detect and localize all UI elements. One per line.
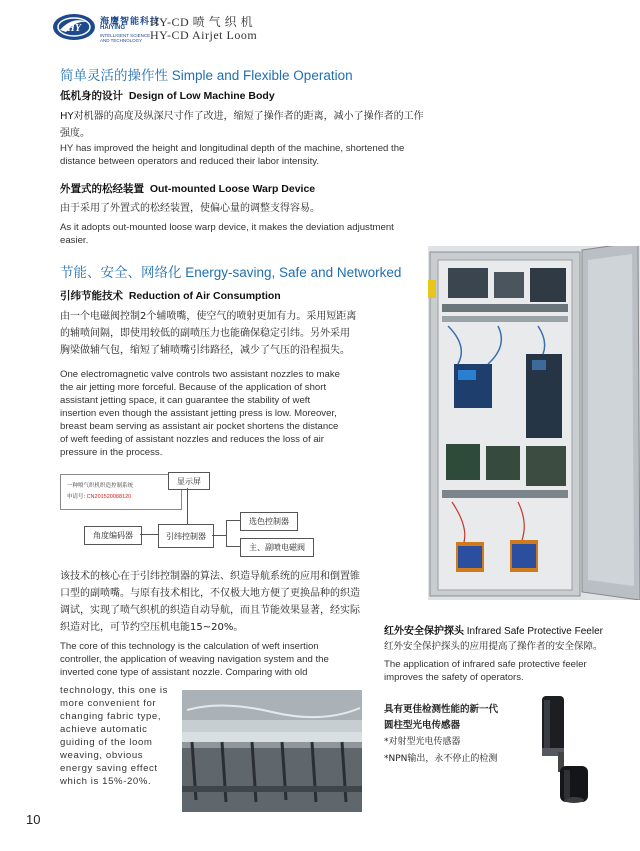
text-line: 调试，实现了喷气织机的织造自动导航，而且节能效果显著，经实际 — [60, 605, 360, 616]
text-line: insertion even though the assistant jetting press is low. Moreover, — [60, 408, 337, 419]
connector-line — [212, 535, 226, 536]
text-line: technology, this one is — [60, 685, 169, 696]
company-subtitle-line1: INTELLIGENT SCIENCE — [100, 33, 151, 38]
text-line: 胸梁做辅气包，缩短了辅喷嘴引纬路径，减少了气压的沿程损失。 — [60, 345, 350, 356]
text-line: 织造对比，可节约空压机电能15~20%。 — [60, 622, 244, 633]
svg-text:HY: HY — [67, 23, 81, 34]
header-title-cn: HY-CD 喷 气 织 机 — [150, 15, 254, 29]
text-line: changing fabric type, — [60, 711, 162, 722]
text-line: One electromagnetic valve controls two assistant nozzles to make — [60, 369, 340, 380]
patent-number-row — [67, 492, 181, 500]
subsection-title-en: Reduction of Air Consumption — [128, 290, 281, 302]
company-subtitle-line2: AND TECHNOLOGY — [100, 38, 143, 43]
patent-title: 一种喷气织机织造控制系统 — [67, 483, 134, 489]
subsection-title-en: Design of Low Machine Body — [128, 90, 275, 102]
color-selector-box: 选色控制器 — [240, 512, 298, 531]
text-line: the air jetting more forceful. Because of the application of short — [60, 382, 327, 393]
text-line: HY has improved the height and longitudinal depth of the machine, shortened the — [60, 143, 405, 154]
text-line: The application of infrared safe protective feeler — [384, 659, 587, 670]
text-line: more convenient for — [60, 698, 157, 709]
connector-line — [226, 520, 227, 547]
feeler-title-cn: 红外安全保护探头 — [384, 626, 464, 637]
section-title-operation: 简单灵活的操作性 Simple and Flexible Operation — [60, 68, 353, 83]
company-name-cn: 海鹰智能科技 — [100, 16, 161, 26]
text-line: guiding of the loom — [60, 737, 153, 748]
core-technology-en-text — [60, 640, 360, 679]
patent-number: CN201520088120 — [86, 494, 132, 500]
text-line: inverted cone type of assistant nozzle. Comparing with old — [60, 667, 308, 678]
loose-warp-cn-text: 由于采用了外置式的松经装置，使偏心量的调整支得容易。 — [60, 203, 320, 214]
subsection-title-air-consumption — [60, 288, 281, 303]
text-line: 的辅喷间隔，即使用较低的副喷压力也能确保稳定引纬。另外采用 — [60, 328, 350, 339]
patent-number-label: 申请号: — [67, 494, 86, 500]
text-line: 该技术的核心在于引纬控制器的算法、织造导航系统的应用和倒置锥 — [60, 571, 360, 582]
section-title-energy-saving: 节能、安全、网络化 Energy-saving, Safe and Networked — [60, 265, 402, 280]
text-line: improves the safety of operators. — [384, 672, 524, 683]
sensor-bullets — [384, 734, 497, 768]
text-line: 具有更佳检测性能的新一代 — [384, 704, 499, 715]
subsection-title-cn: 低机身的设计 — [60, 90, 123, 102]
encoder-box: 角度编码器 — [84, 526, 142, 545]
loom-nozzle-photo — [182, 690, 362, 812]
control-cabinet-photo — [428, 246, 640, 600]
text-line: 强度。 — [60, 128, 90, 139]
text-line: 圆柱型光电传感器 — [384, 720, 461, 731]
weft-controller-box: 引纬控制器 — [158, 524, 214, 548]
text-line: distance between operators and reduced their labor intensity. — [60, 156, 320, 167]
sensor-bullet: *NPN输出，永不停止的检测 — [384, 754, 498, 764]
text-line: which is 15%-20%. — [60, 776, 152, 787]
text-line: breast beam serving as assistant air pocket shortens the distance — [60, 421, 339, 432]
connector-line — [187, 488, 188, 524]
text-line: As it adopts out-mounted loose warp device, it makes the deviation adjustment — [60, 222, 394, 233]
feeler-title-en: Infrared Safe Protective Feeler — [466, 626, 603, 637]
text-line: achieve automatic — [60, 724, 148, 735]
display-box: 显示屏 — [168, 472, 210, 490]
text-line: controller, the application of weaving navigation system and the — [60, 654, 329, 665]
sensor-title — [384, 702, 498, 734]
low-body-en-text — [60, 142, 440, 168]
company-subtitle — [100, 33, 150, 43]
page-number: 10 — [26, 812, 41, 827]
subsection-title-loose-warp — [60, 181, 315, 196]
subsection-title-cn: 引纬节能技术 — [60, 290, 123, 302]
text-line: pressure in the process. — [60, 447, 163, 458]
low-body-cn-text — [60, 108, 440, 142]
subsection-title-en: Out-mounted Loose Warp Device — [149, 183, 316, 195]
company-name-en: HAIYING — [100, 25, 126, 31]
cylindrical-sensor-photo — [528, 696, 604, 804]
feeler-en-text — [384, 658, 634, 684]
text-line: assistant jetting space, it can guarantee the stability of weft — [60, 395, 311, 406]
feeler-title — [384, 622, 603, 637]
text-line: 由一个电磁阀控制2个辅喷嘴，使空气的喷射更加有力。采用短距离 — [60, 311, 357, 322]
subsection-title-cn: 外置式的松经装置 — [60, 183, 144, 195]
subsection-title-low-body — [60, 88, 275, 103]
connector-line — [140, 534, 158, 535]
text-line: of weft feeding of assistant nozzles and reduces the loss of air — [60, 434, 324, 445]
core-technology-en-text-narrow — [60, 684, 172, 788]
patent-certificate — [60, 474, 182, 510]
company-logo — [52, 12, 96, 42]
sensor-bullet: *对射型光电传感器 — [384, 737, 461, 747]
air-consumption-cn-text — [60, 308, 430, 359]
feeler-cn-text: 红外安全保护探头的应用提高了操作者的安全保障。 — [384, 641, 603, 652]
text-line: The core of this technology is the calculation of weft insertion — [60, 641, 319, 652]
loose-warp-en-text — [60, 221, 440, 247]
text-line: easier. — [60, 235, 89, 246]
header-title-en: HY-CD Airjet Loom — [150, 28, 258, 42]
connector-line — [226, 546, 240, 547]
solenoid-valve-box: 主、副喷电磁阀 — [240, 538, 314, 557]
core-technology-cn-text — [60, 568, 430, 636]
connector-line — [226, 520, 240, 521]
text-line: 口型的副喷嘴。与原有技术相比，不仅极大地方便了更换品种的织造 — [60, 588, 360, 599]
air-consumption-en-text — [60, 368, 428, 459]
text-line: energy saving effect — [60, 763, 158, 774]
text-line: HY对机器的高度及纵深尺寸作了改进，缩短了操作者的距离，减小了操作者的工作 — [60, 111, 424, 122]
text-line: weaving, obvious — [60, 750, 144, 761]
